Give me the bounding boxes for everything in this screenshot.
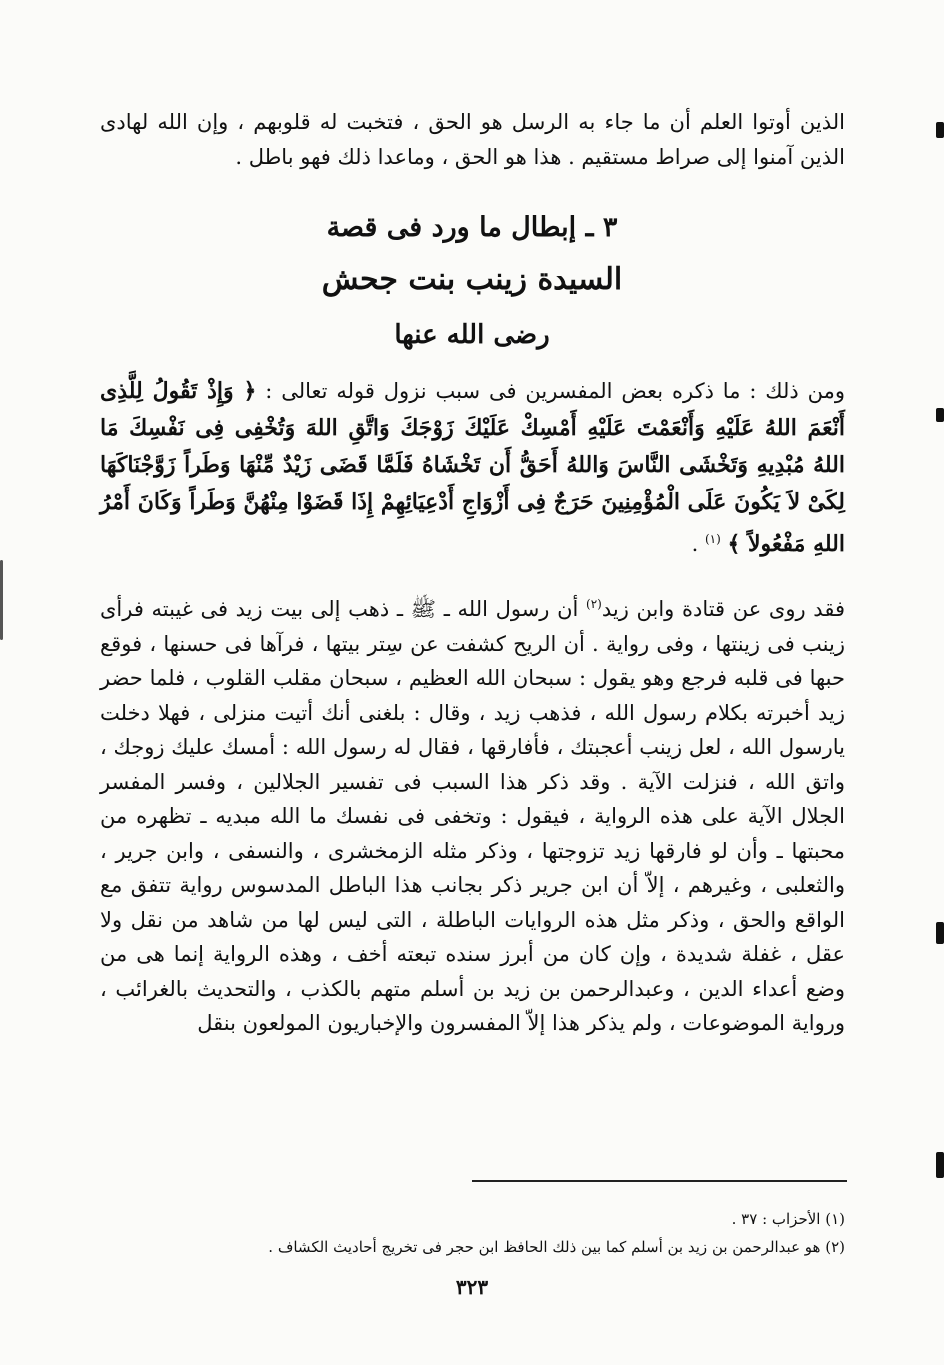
scan-edge-mark <box>936 408 944 422</box>
section-title-line-3: رضى الله عنها <box>394 320 550 350</box>
footnote-2: (٢) هو عبدالرحمن بن زيد بن أسلم كما بين ذلك الحافظ ابن حجر فى تخريج أحاديث الكشاف . <box>268 1238 845 1256</box>
narration-paragraph <box>100 587 845 1041</box>
footnote-ref-2: (٢) <box>586 597 602 611</box>
verse-lead-text: ومن ذلك : ما ذكره بعض المفسرين فى سبب نزول قوله تعالى : <box>265 379 845 403</box>
footnote-1: (١) الأحزاب : ٣٧ . <box>731 1210 845 1228</box>
footnote-separator <box>472 1180 847 1182</box>
verse-paragraph <box>100 373 845 563</box>
scan-edge-mark <box>936 1152 944 1178</box>
narration-text-body: أن رسول الله ـ ﷺ ـ ذهب إلى بيت زيد فى غيبته فرأى زينب فى زينتها ، وفى رواية . أن الريح كشفت عن سِتر بيتها ، فرآها فى حسنها ، فوقع حبها فى قلبه فرجع وهو يقول : سبحان الله العظيم ، سبحان مقلب القلوب ، فلما حضر زيد أخبرته بكلام رسول الله ، فذهب زيد ، وقال : بلغنى أنك أتيت منزلى ، فهلا دخلت يارسول الله ، لعل زينب أعجبتك ، فأفارقها ، فقال له رسول الله : أمسك عليك زوجك ، واتق الله ، فنزلت الآية . وقد ذكر هذا السبب فى تفسير الجلالين ، وفسر المفسر الجلال الآية على هذه الرواية ، فيقول : وتخفى فى نفسك ما الله مبديه ـ تظهره من محبتها ـ وأن لو فارقها زيد تزوجتها ، وذكر مثله الزمخشرى ، والنسفى ، وابن جرير ، والثعلبى ، وغيرهم ، إلاّ أن ابن جرير ذكر بجانب هذا الباطل المدسوس رواية تتفق مع الواقع والحق ، وذكر مثل هذه الروايات الباطلة ، التى ليس لها من شاهد من نقل ولا عقل ، غفلة شديدة ، وإن كان من أبرز سنده تبعته أخف ، وهذه الرواية إنما هى من وضع أعداء الدين ، وعبدالرحمن بن زيد بن أسلم متهم بالكذب ، والتحديث بالغرائب ، ورواية الموضوعات ، ولم يذكر هذا إلاّ المفسرون والإخباريون المولعون بنقل <box>100 597 845 1035</box>
scan-edge-mark <box>0 560 3 640</box>
intro-paragraph: الذين أوتوا العلم أن ما جاء به الرسل هو الحق ، فتخبت له قلوبهم ، وإن الله لهادى الذين آمنوا إلى صراط مستقيم . هذا هو الحق ، وماعدا ذلك فهو باطل . <box>100 110 845 169</box>
section-title-line-2: السيدة زينب بنت جحش <box>321 262 623 297</box>
section-title-line-1: ٣ ـ إبطال ما ورد فى قصة <box>326 212 618 243</box>
footnote-ref-1: (١) <box>704 532 721 546</box>
page-number: ٣٢٣ <box>455 1275 489 1299</box>
verse-end-mark: . <box>691 532 699 556</box>
scan-edge-mark <box>936 122 944 138</box>
scan-edge-mark <box>936 922 944 944</box>
quran-verse: ﴿ وَإِذْ تَقُولُ لِلَّذِى أَنْعَمَ اللهُ عَلَيْهِ وَأَنْعَمْتَ عَلَيْهِ أَمْسِكْ عَلَيْكَ زَوْجَكَ وَاتَّقِ اللهَ وَتُخْفِى فِى نَفْسِكَ مَا اللهُ مُبْدِيهِ وَتَخْشَى النَّاسَ وَاللهُ أَحَقُّ أَن تَخْشَاهُ فَلَمَّا قَضَى زَيْدٌ مِّنْهَا وَطَراً زَوَّجْنَاكَهَا لِكَىْ لاَ يَكُونَ عَلَى الْمُؤْمِنِينَ حَرَجٌ فِى أَزْوَاجِ أَدْعِيَائِهِمْ إِذَا قَضَوْا مِنْهُنَّ وَطَراً وَكَانَ أَمْرُ اللهِ مَفْعُولاً ﴾ <box>100 378 845 557</box>
footnotes <box>100 1205 845 1261</box>
narration-text-start: فقد روى عن قتادة وابن زيد <box>601 597 845 621</box>
